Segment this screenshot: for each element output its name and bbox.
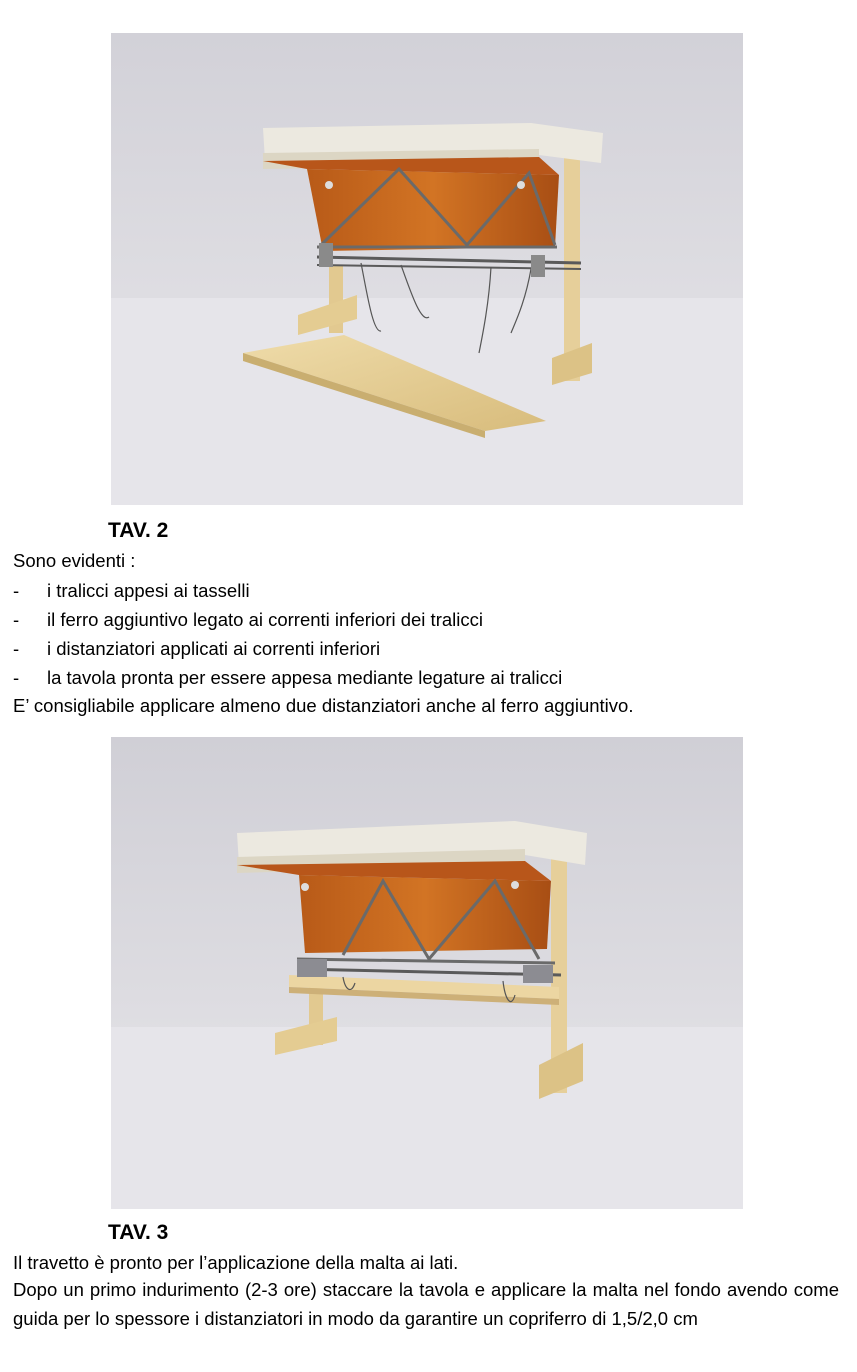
- tav3-line1: Il travetto è pronto per l’applicazione della malta ai lati.: [13, 1252, 459, 1273]
- photo-tav3-image: [111, 737, 743, 1209]
- list-item-text: il ferro aggiuntivo legato ai correnti inferiori dei tralicci: [47, 609, 483, 630]
- caption-tav2: TAV. 2: [108, 519, 169, 542]
- photo-tav2-image: [111, 33, 743, 505]
- photo-tav3: [111, 737, 743, 1209]
- tav3-paragraph: Dopo un primo indurimento (2-3 ore) staccare la tavola e applicare la malta nel fondo avendo come guida per lo spessore i distanziatori in modo da garantire un copriferro di 1,5/2,0 cm: [13, 1279, 839, 1329]
- photo-tav2: [111, 33, 743, 505]
- bullet-marker: -: [13, 638, 20, 659]
- bullet-marker: -: [13, 580, 20, 601]
- list-item-text: i tralicci appesi ai tasselli: [47, 580, 250, 601]
- bullet-marker: -: [13, 609, 20, 630]
- caption-tav3: TAV. 3: [108, 1221, 169, 1244]
- list-item-text: i distanziatori applicati ai correnti inferiori: [47, 638, 381, 659]
- intro-text: Sono evidenti :: [13, 550, 136, 571]
- note-text: E’ consigliabile applicare almeno due distanziatori anche al ferro aggiuntivo.: [13, 695, 634, 716]
- bullet-marker: -: [13, 667, 20, 688]
- list-item-text: la tavola pronta per essere appesa mediante legature ai tralicci: [47, 667, 563, 688]
